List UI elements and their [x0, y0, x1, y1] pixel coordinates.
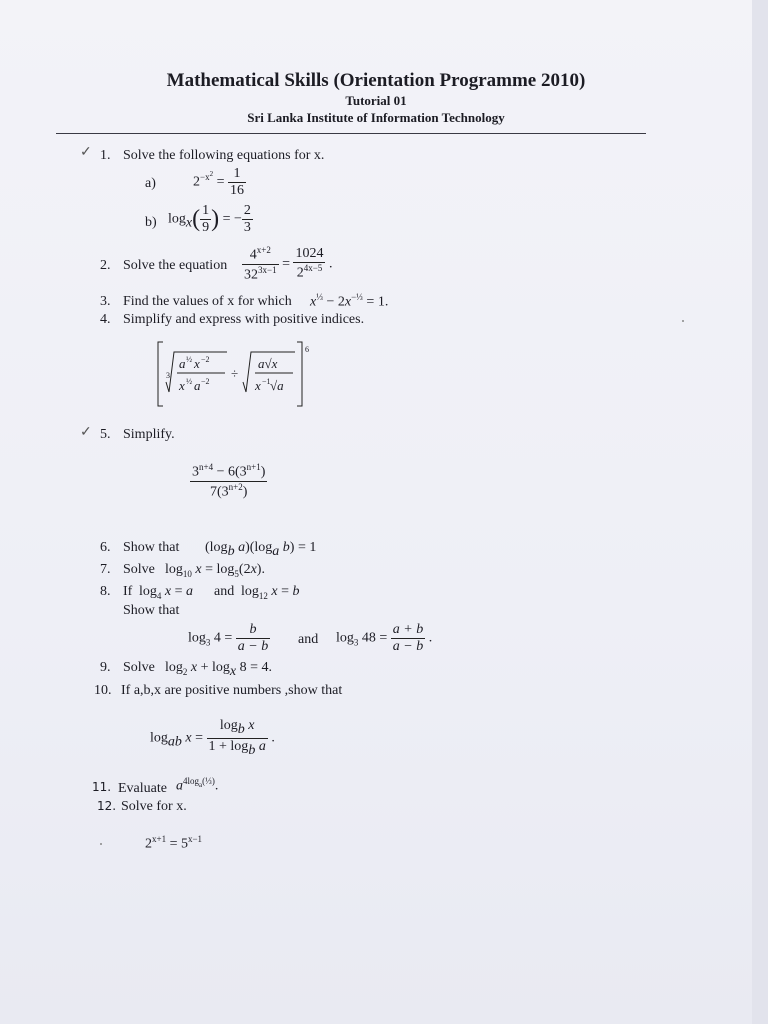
- q2-text: Solve the equation: [123, 258, 228, 273]
- q3-equation: $x^{\frac{1}{3}} - 2x^{-\frac{1}{3}} = 1$.: [310, 292, 389, 310]
- page-title: Mathematical Skills (Orientation Programme 2010): [166, 70, 586, 91]
- q7-text: Solve: [123, 562, 155, 577]
- q6-equation: ($\log_b$ $a)(\log_a$ b) = 1: [205, 540, 317, 559]
- q8-result-2: $\log_3 48$ = $\frac{a + b}{a - b}$ .: [336, 622, 433, 654]
- q10-number: 10.: [94, 683, 112, 698]
- svg-text:3: 3: [166, 371, 170, 380]
- q5-expression: $\frac{3^{n+4} - 6(3^{n+1})}{7(3^{n+2})}$: [192, 462, 266, 500]
- q1-number: 1.: [100, 148, 111, 163]
- check-mark-icon: ✓: [80, 425, 92, 440]
- q4-text: Simplify and express with positive indices.: [123, 312, 365, 327]
- svg-text:a: a: [179, 356, 186, 371]
- page-edge: [752, 0, 768, 1024]
- q8-and-2: and: [298, 632, 319, 647]
- q9-text: Solve: [123, 660, 155, 675]
- header-divider: [56, 133, 646, 134]
- check-mark-icon: ✓: [80, 145, 92, 160]
- q10-equation: $\log_{ab} x$ = $\frac{\log_b x}{1 + \log_b a}$ .: [150, 718, 275, 758]
- q3-number: 3.: [100, 294, 111, 309]
- q6-number: 6.: [100, 540, 111, 555]
- q11-expression: $a^{4log_a(\frac{1}{3})}$.: [176, 776, 219, 794]
- svg-text:−1: −1: [262, 377, 271, 386]
- q8-condition-2: $\log_{12} x = b$: [241, 584, 300, 601]
- q12-text: Solve for x.: [121, 799, 187, 814]
- specks: [100, 843, 102, 845]
- q7-equation: $\log_{10} x = \log_5(2x)$.: [165, 562, 265, 579]
- q2-equation: $\frac{4^{x+2}}{32^{3x-1}}$ = $\frac{1024}{2^{4x-5}}$ .: [244, 245, 333, 283]
- q5-number: 5.: [100, 427, 111, 442]
- q11-number: 11.: [92, 780, 112, 794]
- q7-number: 7.: [100, 562, 111, 577]
- q8-if: If: [123, 584, 133, 599]
- q6-text: Show that: [123, 540, 180, 555]
- q1-text: Solve the following equations for x.: [123, 148, 325, 163]
- svg-text:a√x: a√x: [258, 356, 278, 371]
- q11-text: Evaluate: [118, 781, 167, 796]
- svg-text:x: x: [194, 356, 200, 371]
- svg-text:a: a: [194, 378, 201, 393]
- svg-text:−2: −2: [201, 377, 210, 386]
- q1a-label: a): [145, 176, 156, 191]
- q1b-label: b): [145, 215, 157, 230]
- q4-number: 4.: [100, 312, 111, 327]
- q4-expression: [155, 338, 315, 410]
- q8-number: 8.: [100, 584, 111, 599]
- q9-equation: $\log_2 x + \log_x 8 = 4$.: [165, 660, 273, 679]
- q2-number: 2.: [100, 258, 111, 273]
- institute-name: Sri Lanka Institute of Information Technology: [247, 110, 505, 125]
- svg-text:6: 6: [305, 345, 309, 354]
- svg-text:−2: −2: [201, 355, 210, 364]
- q8-and: and: [214, 584, 235, 599]
- q3-text: Find the values of x for which: [123, 294, 292, 309]
- q12-equation: $2^{x+1} = 5^{x-1}$: [145, 834, 203, 852]
- tutorial-label: Tutorial 01: [345, 93, 407, 108]
- q8-show: Show that: [123, 603, 180, 618]
- q1a-equation: $2^{-x^2}$ = $\frac{1}{16}$: [193, 166, 244, 198]
- svg-text:½: ½: [186, 377, 192, 386]
- q8-condition-1: $\log_4 x = a$: [139, 584, 194, 601]
- q1b-equation: $\log_x$( $\frac{1}{9}$ ) = − $\frac{2}{3}$: [168, 203, 251, 235]
- svg-text:½: ½: [186, 355, 192, 364]
- q12-number: 12.: [97, 799, 117, 813]
- q5-text: Simplify.: [123, 427, 175, 442]
- svg-text:x: x: [255, 378, 261, 393]
- svg-text:÷: ÷: [231, 366, 239, 381]
- svg-text:√a: √a: [270, 378, 284, 393]
- q9-number: 9.: [100, 660, 111, 675]
- svg-text:x: x: [179, 378, 185, 393]
- specks: [682, 320, 684, 322]
- q8-result-1: $\log_3 4$ = $\frac{b}{a - b}$: [188, 622, 269, 654]
- q10-text: If a,b,x are positive numbers ,show that: [121, 683, 343, 698]
